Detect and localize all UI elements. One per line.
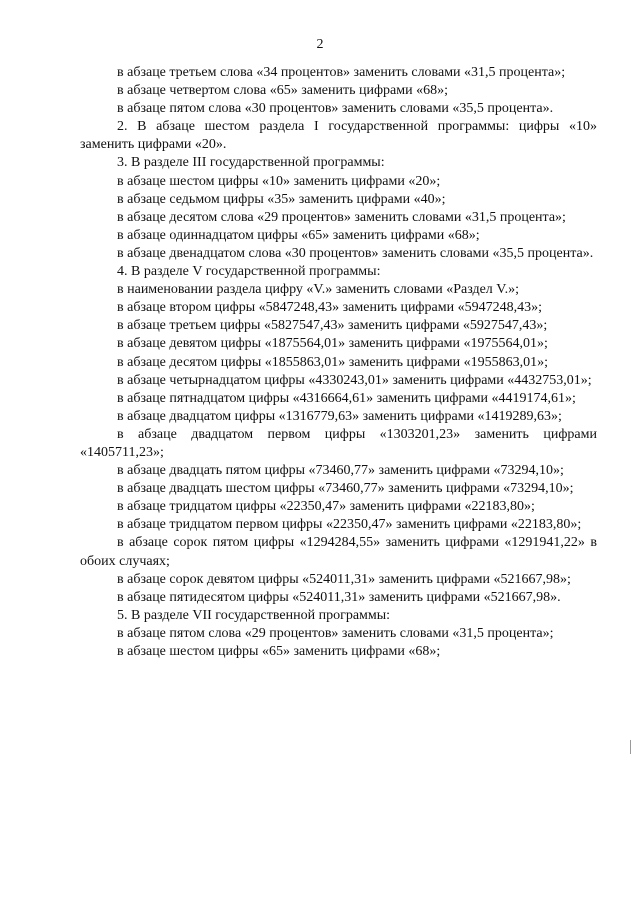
paragraph: в абзаце пятом слова «30 процентов» заменить словами «35,5 процента». (117, 101, 554, 117)
paragraph: в абзаце двенадцатом слова «30 процентов» заменить словами «35,5 процента». (117, 245, 594, 261)
paragraph: в абзаце десятом цифры «1855863,01» заменить цифрами «1955863,01»; (117, 354, 549, 370)
paragraph: в абзаце шестом цифры «10» заменить цифрами «20»; (117, 173, 441, 189)
paragraph: в абзаце сорок девятом цифры «524011,31» заменить цифрами «521667,98»; (117, 571, 571, 587)
paragraph: в абзаце одиннадцатом цифры «65» заменить цифрами «68»; (117, 227, 480, 243)
paragraph: в абзаце третьем слова «34 процентов» заменить словами «31,5 процента»; (117, 65, 566, 80)
document-body (80, 64, 597, 661)
paragraph: в абзаце четырнадцатом цифры «4330243,01» заменить цифрами «4432753,01»; (117, 372, 592, 388)
paragraph: в абзаце пятом слова «29 процентов» заменить словами «31,5 процента»; (117, 625, 554, 641)
paragraph: в абзаце тридцатом первом цифры «22350,47» заменить цифрами «22183,80»; (117, 517, 582, 533)
paragraph: в абзаце четвертом слова «65» заменить цифрами «68»; (117, 83, 449, 99)
paragraph: 4. В разделе V государственной программы: (117, 264, 381, 280)
paragraph: 5. В разделе VII государственной программы: (117, 607, 391, 623)
page-number: 2 (316, 37, 324, 52)
scan-edge-mark (630, 740, 631, 754)
paragraph: в абзаце двадцать шестом цифры «73460,77» заменить цифрами «73294,10»; (117, 481, 574, 497)
paragraph: в абзаце двадцатом цифры «1316779,63» заменить цифрами «1419289,63»; (117, 408, 562, 424)
paragraph: в абзаце девятом цифры «1875564,01» заменить цифрами «1975564,01»; (117, 336, 548, 352)
paragraph: в абзаце двадцать пятом цифры «73460,77» заменить цифрами «73294,10»; (117, 463, 564, 479)
paragraph: в абзаце пятидесятом цифры «524011,31» заменить цифрами «521667,98». (117, 589, 561, 605)
paragraph: в абзаце втором цифры «5847248,43» заменить цифрами «5947248,43»; (117, 300, 542, 316)
paragraph: в абзаце пятнадцатом цифры «4316664,61» заменить цифрами «4419174,61»; (117, 390, 576, 406)
paragraph: в абзаце седьмом цифры «35» заменить цифрами «40»; (117, 191, 446, 207)
paragraph: 3. В разделе III государственной программы: (117, 155, 385, 171)
paragraph: в абзаце третьем цифры «5827547,43» заменить цифрами «5927547,43»; (117, 318, 548, 334)
paragraph: в абзаце шестом цифры «65» заменить цифрами «68»; (117, 644, 441, 659)
paragraph: в наименовании раздела цифру «V.» заменить словами «Раздел V.»; (117, 282, 519, 298)
paragraph: в абзаце тридцатом цифры «22350,47» заменить цифрами «22183,80»; (117, 499, 535, 515)
paragraph: в абзаце двадцатом первом цифры «1303201,23» заменить цифрами «1405711,23»; (80, 426, 597, 460)
paragraph: 2. В абзаце шестом раздела I государственной программы: цифры «10» заменить цифрами «20». (80, 119, 597, 153)
paragraph: в абзаце сорок пятом цифры «1294284,55» заменить цифрами «1291941,22» в обоих случаях; (80, 535, 597, 569)
paragraph: в абзаце десятом слова «29 процентов» заменить словами «31,5 процента»; (117, 209, 566, 225)
